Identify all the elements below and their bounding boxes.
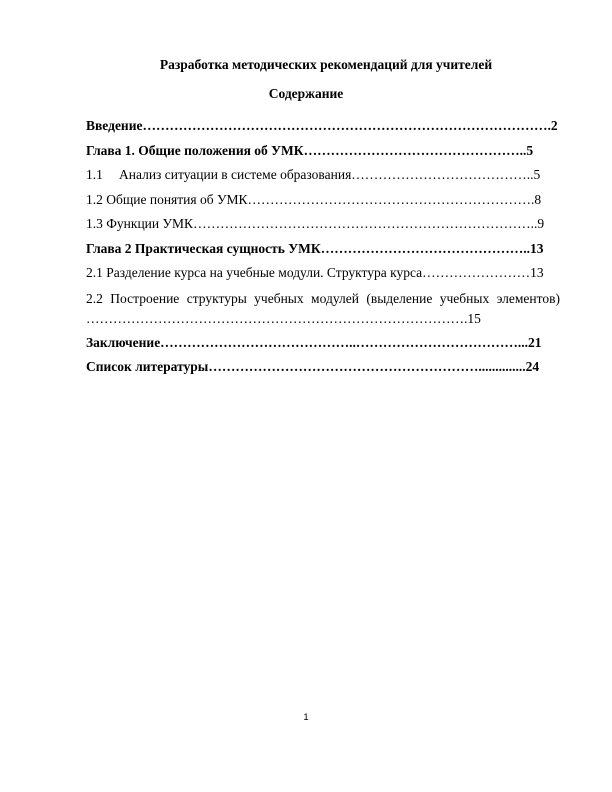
toc-entry-text: Список литературы……………………………………………………..............24 bbox=[86, 359, 540, 374]
page-number: 1 bbox=[303, 712, 309, 723]
toc-entry-text: Введение……………………………………………………………………………….2 bbox=[86, 118, 558, 133]
toc-entry-text: Заключение……………………………………..………………………………...21 bbox=[86, 334, 542, 350]
toc-entry-section-1-3 bbox=[86, 216, 560, 241]
toc-heading: Содержание bbox=[268, 86, 344, 101]
toc-entry-chapter-1 bbox=[86, 143, 560, 168]
toc-entry-section-1-2 bbox=[86, 192, 560, 217]
toc-entry-text: Анализ ситуации в системе образования…………………………………..5 bbox=[119, 167, 541, 182]
toc-entry-references bbox=[86, 359, 560, 384]
toc-entry-section-2-2 bbox=[86, 287, 560, 327]
toc-entry-introduction bbox=[86, 118, 560, 143]
toc-entry-text-line-2: ………………………………………………………………………….15 bbox=[86, 310, 481, 326]
toc-entry-text: Глава 1. Общие положения об УМК…………………………………………..5 bbox=[86, 142, 534, 158]
toc-entry-text-line-1: 2.2 Построение структуры учебных модулей (выделение учебных элементов) bbox=[86, 290, 560, 306]
toc-entry-text: Глава 2 Практическая сущность УМК………………………………………..13 bbox=[86, 240, 544, 256]
document-title: Разработка методических рекомендаций для учителей bbox=[159, 57, 493, 72]
toc-entry-number: 1.1 bbox=[86, 167, 103, 182]
table-of-contents bbox=[86, 118, 560, 384]
toc-entry-chapter-2 bbox=[86, 241, 560, 266]
toc-entry-text: 1.2 Общие понятия об УМК……………………………………………………….8 bbox=[86, 191, 542, 207]
toc-entry-section-1-1 bbox=[86, 167, 560, 192]
toc-entry-text: 2.1 Разделение курса на учебные модули. Структура курса……………………13 bbox=[86, 265, 544, 280]
toc-entry-conclusion bbox=[86, 335, 560, 360]
toc-entry-text: 1.3 Функции УМК…………………………………………………………………..9 bbox=[86, 216, 545, 231]
